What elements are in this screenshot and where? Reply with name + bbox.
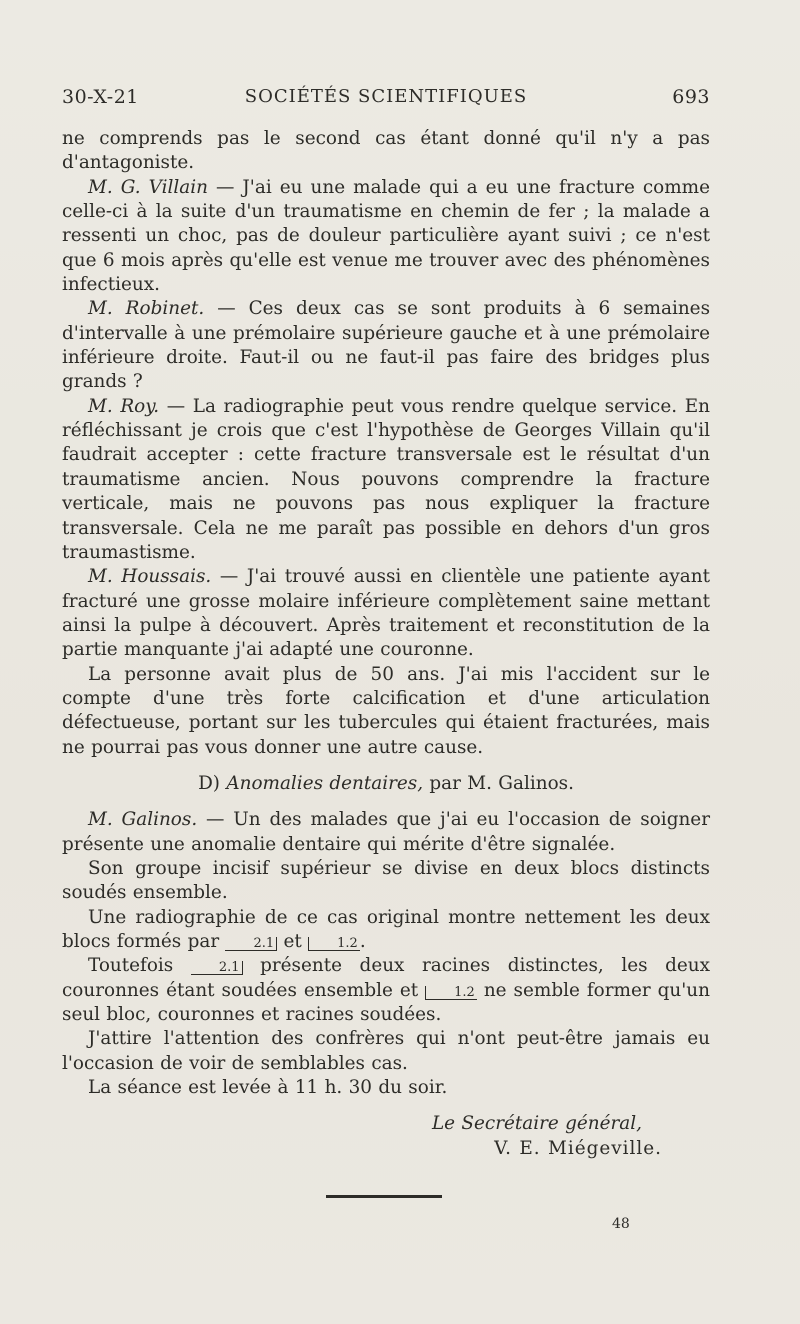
- tooth-notation-upper-right: 2.1: [191, 961, 243, 975]
- section-heading: [62, 772, 710, 796]
- section-title: Anomalies dentaires,: [226, 772, 424, 794]
- paragraph: [62, 1027, 710, 1076]
- running-header: [62, 86, 710, 116]
- section-suffix: par M. Galinos.: [423, 772, 574, 794]
- tooth-notation-upper-left: 1.2: [425, 986, 477, 1000]
- spacer: [62, 796, 710, 808]
- paragraph: [62, 1076, 710, 1100]
- speaker-name: M. G. Villain: [88, 176, 208, 198]
- paragraph-text: ne semble former qu'un seul bloc, couronnes et racines soudées.: [62, 979, 710, 1026]
- header-title: SOCIÉTÉS SCIENTIFIQUES: [244, 86, 528, 107]
- speaker-name: M. Roy.: [88, 395, 160, 417]
- signature-name: [62, 1137, 710, 1161]
- paragraph: [62, 663, 710, 760]
- speaker-name: M. Galinos.: [88, 809, 198, 831]
- spacer: [62, 1100, 710, 1112]
- paragraph-text: et: [277, 931, 309, 952]
- section-prefix: D): [198, 772, 227, 794]
- spacer: [62, 760, 710, 772]
- paragraph-text: Une radiographie de ce cas original montre nettement les deux blocs formés par: [62, 906, 710, 952]
- signature-name-text: V. E. Miégeville.: [494, 1137, 662, 1159]
- paragraph-text: Toutefois: [88, 955, 191, 977]
- paragraph-text: Son groupe incisif supérieur se divise en deux blocs distincts soudés ensemble.: [62, 857, 710, 904]
- closing-rule: [326, 1195, 442, 1198]
- paragraph-text: — J'ai trouvé aussi en clientèle une patiente ayant fracturé une grosse molaire inférieure complètement saine mettant ainsi la pulpe à découvert. Après traitement et reconstitution de la partie manquante j'ai adapté une couronne.: [62, 566, 710, 661]
- paragraph-text: ne comprends pas le second cas étant donné qu'il n'y a pas d'antagoniste.: [62, 128, 710, 174]
- paragraph-text: — Ces deux cas se sont produits à 6 semaines d'intervalle à une prémolaire supérieure gauche et à une prémolaire inférieure droite. Faut-il ou ne faut-il pas faire des bridges plus grands ?: [62, 298, 711, 393]
- paragraph: [62, 954, 710, 1027]
- header-date: 30-X-21: [62, 86, 139, 108]
- paragraph-text: La séance est levée à 11 h. 30 du soir.: [88, 1077, 448, 1099]
- paragraph: [62, 857, 710, 906]
- paragraph: [62, 906, 710, 955]
- paragraph-text: — La radiographie peut vous rendre quelque service. En réfléchissant je crois que c'est l'hypothèse de Georges Villain qu'il faudrait accepter : cette fracture transversale est le résultat d'un traumatisme ancien. Nous pouvons comprendre la fracture verticale, mais ne pouvons pas nous expliquer la fracture transversale. Cela ne me paraît pas possible en dehors d'un gros traumastisme.: [62, 395, 710, 563]
- paragraph: [62, 565, 710, 662]
- tooth-notation-upper-right: 2.1: [225, 937, 277, 951]
- paragraph: [62, 176, 710, 298]
- paragraph-text: .: [359, 931, 366, 952]
- paragraph: [62, 127, 710, 176]
- paragraph: [62, 395, 710, 565]
- paragraph-text: — J'ai eu une malade qui a eu une fracture comme celle-ci à la suite d'un traumatisme en chemin de fer ; la malade a ressenti un choc, pas de douleur particulière ayant suivi ; ce n'est que 6 mois après qu'elle est venue me trouver avec des phénomènes infectieux.: [62, 176, 711, 296]
- paragraph-text: J'attire l'attention des confrères qui n'ont peut-être jamais eu l'occasion de voir de semblables cas.: [62, 1028, 710, 1074]
- paragraph-text: — Un des malades que j'ai eu l'occasion de soigner présente une anomalie dentaire qui mérite d'être signalée.: [62, 809, 710, 855]
- paragraph: [62, 297, 710, 394]
- paragraph: [62, 808, 710, 857]
- speaker-name: M. Robinet.: [88, 298, 205, 320]
- header-page-number: 693: [672, 86, 710, 108]
- body-text: [62, 127, 710, 1161]
- paragraph-text: présente deux racines distinctes, les deux couronnes étant soudées ensemble et: [62, 955, 710, 1001]
- tooth-notation-upper-left: 1.2: [308, 937, 360, 951]
- signature-folio: 48: [612, 1216, 630, 1232]
- paragraph-text: La personne avait plus de 50 ans. J'ai mis l'accident sur le compte d'une très forte calcification et d'une articulation défectueuse, portant sur les tubercules qui étaient fracturées, mais ne pourrai pas vous donner une autre cause.: [62, 663, 710, 758]
- speaker-name: M. Houssais.: [88, 566, 212, 588]
- signature-role-text: Le Secrétaire général,: [431, 1113, 642, 1135]
- signature-role: [62, 1112, 710, 1136]
